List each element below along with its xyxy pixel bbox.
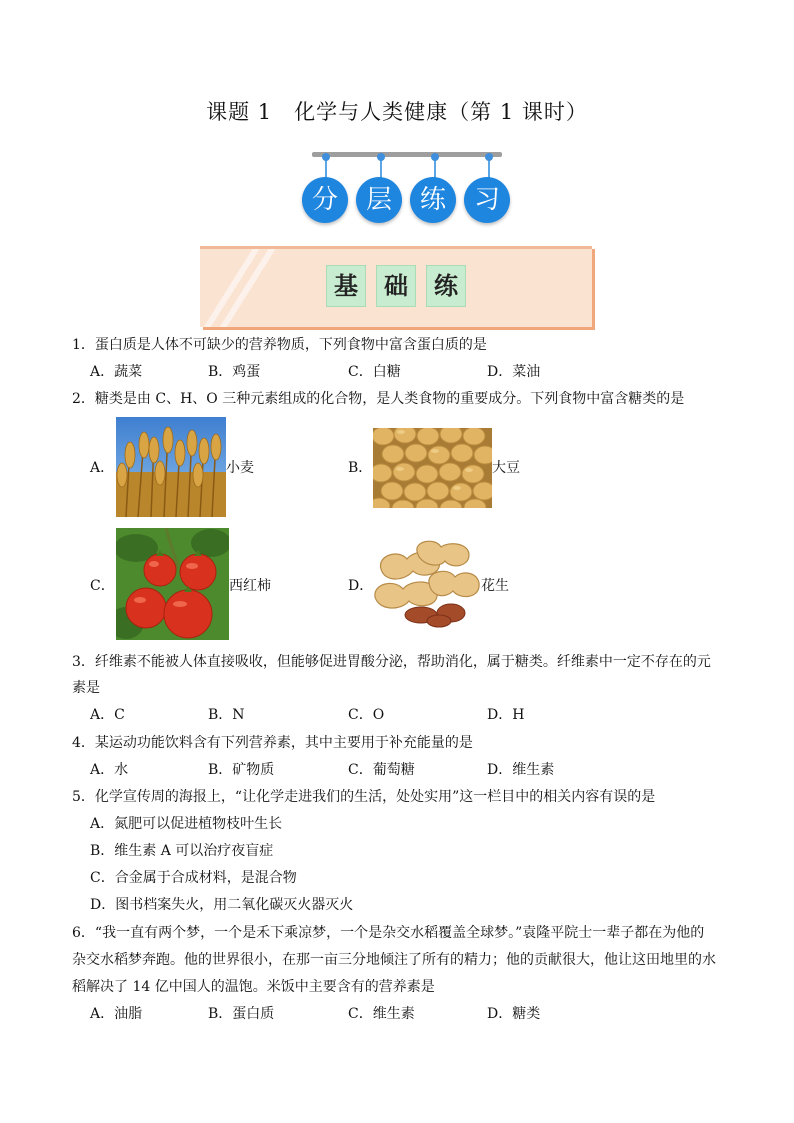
question-2-stem: 2．糖类是由 C、H、O 三种元素组成的化合物，是人类食物的重要成分。下列食物中富含糖类的是 xyxy=(72,391,685,407)
question-6-stem-line-3: 稻解决了 14 亿中国人的温饱。米饭中主要含有的营养素是 xyxy=(72,979,435,995)
question-6-stem-line-2: 杂交水稻梦奔跑。他的世界很小，在那一亩三分地倾注了所有的精力；他的贡献很大，他让这田地里的水 xyxy=(72,952,716,968)
peanut-photo xyxy=(373,539,481,629)
q3-option-c[interactable]: C．O xyxy=(348,707,385,723)
banner-char-2: 层 xyxy=(356,177,402,223)
question-6-stem-line-1: 6．“我一直有两个梦，一个是禾下乘凉梦，一个是杂交水稻覆盖全球梦。”袁隆平院士一辈子都在为他的 xyxy=(72,925,705,941)
section-char-2: 础 xyxy=(376,265,416,307)
q3-option-a[interactable]: A．C xyxy=(90,707,125,723)
q6-option-d[interactable]: D．糖类 xyxy=(487,1006,541,1022)
question-5-stem: 5．化学宣传周的海报上，“让化学走进我们的生活，处处实用”这一栏目中的相关内容有误的是 xyxy=(72,789,656,805)
q5-option-c[interactable]: C．合金属于合成材料，是混合物 xyxy=(90,870,297,886)
wheat-photo xyxy=(116,417,226,517)
q1-option-a[interactable]: A．蔬菜 xyxy=(90,364,143,380)
q2-option-a-name: 小麦 xyxy=(226,460,254,476)
q2-option-c-name: 西红柿 xyxy=(229,578,271,594)
soybean-photo xyxy=(373,428,492,508)
q1-option-d[interactable]: D．菜油 xyxy=(487,364,541,380)
section-header-panel xyxy=(200,246,592,327)
banner-char-1: 分 xyxy=(302,177,348,223)
banner-rail xyxy=(312,152,502,157)
question-1-stem: 1．蛋白质是人体不可缺少的营养物质，下列食物中富含蛋白质的是 xyxy=(72,337,487,353)
question-4-stem: 4．某运动功能饮料含有下列营养素，其中主要用于补充能量的是 xyxy=(72,735,473,751)
q6-option-c[interactable]: C．维生素 xyxy=(348,1006,415,1022)
tomato-photo xyxy=(116,528,229,640)
page-title: 课题 1 化学与人类健康（第 1 课时） xyxy=(206,100,588,124)
banner-char-4: 习 xyxy=(464,177,510,223)
q4-option-c[interactable]: C．葡萄糖 xyxy=(348,762,415,778)
section-char-1: 基 xyxy=(326,265,366,307)
q1-option-c[interactable]: C．白糖 xyxy=(348,364,401,380)
q3-option-b[interactable]: B．N xyxy=(208,707,245,723)
question-3-stem-line-2: 素是 xyxy=(72,680,100,696)
q2-option-c-letter[interactable]: C． xyxy=(90,578,115,594)
section-char-3: 练 xyxy=(426,265,466,307)
banner-char-3: 练 xyxy=(410,177,456,223)
q2-option-a-letter[interactable]: A． xyxy=(90,460,115,476)
q4-option-a[interactable]: A．水 xyxy=(90,762,129,778)
q5-option-d[interactable]: D．图书档案失火，用二氧化碳灭火器灭火 xyxy=(90,897,354,913)
q5-option-b[interactable]: B．维生素 A 可以治疗夜盲症 xyxy=(90,843,274,859)
q5-option-a[interactable]: A．氮肥可以促进植物枝叶生长 xyxy=(90,816,283,832)
q1-option-b[interactable]: B．鸡蛋 xyxy=(208,364,261,380)
q2-option-b-letter[interactable]: B． xyxy=(348,460,373,476)
q4-option-d[interactable]: D．维生素 xyxy=(487,762,555,778)
q3-option-d[interactable]: D．H xyxy=(487,707,525,723)
question-3-stem-line-1: 3．纤维素不能被人体直接吸收，但能够促进胃酸分泌，帮助消化，属于糖类。纤维素中一定不存在的元 xyxy=(72,654,711,670)
q2-option-b-name: 大豆 xyxy=(492,460,520,476)
q2-option-d-name: 花生 xyxy=(481,578,509,594)
q6-option-a[interactable]: A．油脂 xyxy=(90,1006,143,1022)
q6-option-b[interactable]: B．蛋白质 xyxy=(208,1006,275,1022)
q4-option-b[interactable]: B．矿物质 xyxy=(208,762,275,778)
q2-option-d-letter[interactable]: D． xyxy=(348,578,374,594)
